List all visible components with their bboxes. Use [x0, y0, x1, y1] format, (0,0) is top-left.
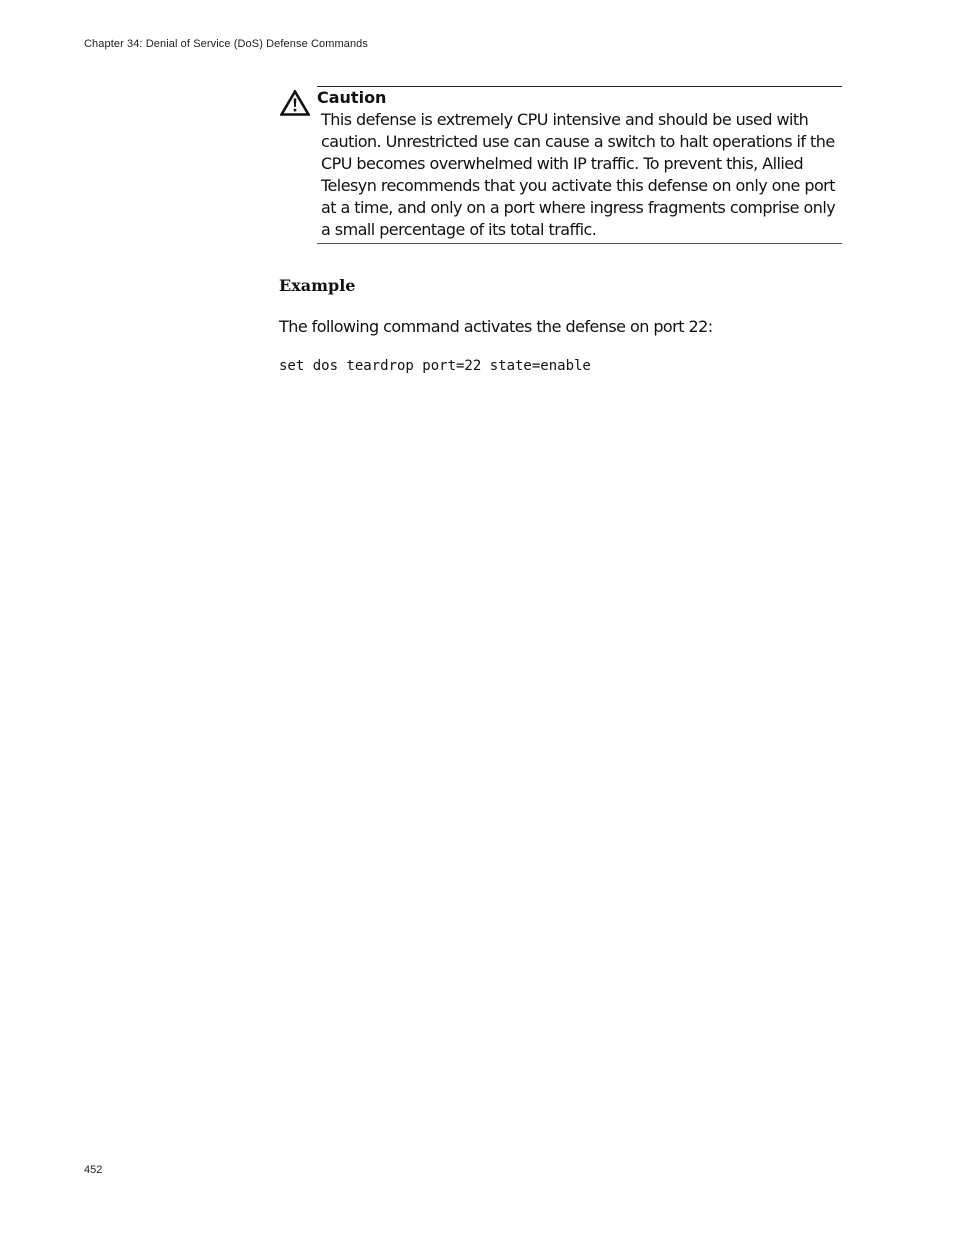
caution-top-rule — [317, 86, 842, 87]
example-heading: Example — [279, 276, 356, 295]
caution-text: This defense is extremely CPU intensive and should be used with caution. Unrestricted use can cause a switch to halt operations if the CPU becomes overwhelmed with IP traffic. To prevent this, Allied Telesyn recommends that you activate this defense on only one port at a time, and only on a port where ingress fragments comprise only a small percentage of its total traffic. — [321, 110, 836, 239]
warning-triangle-icon — [280, 90, 310, 116]
example-command: set dos teardrop port=22 state=enable — [279, 358, 591, 374]
page-number: 452 — [84, 1164, 103, 1176]
running-header: Chapter 34: Denial of Service (DoS) Defense Commands — [84, 38, 368, 50]
caution-notice — [280, 86, 842, 244]
caution-title: Caution — [317, 88, 387, 107]
example-description: The following command activates the defense on port 22: — [279, 317, 713, 336]
caution-bottom-rule — [317, 243, 842, 244]
